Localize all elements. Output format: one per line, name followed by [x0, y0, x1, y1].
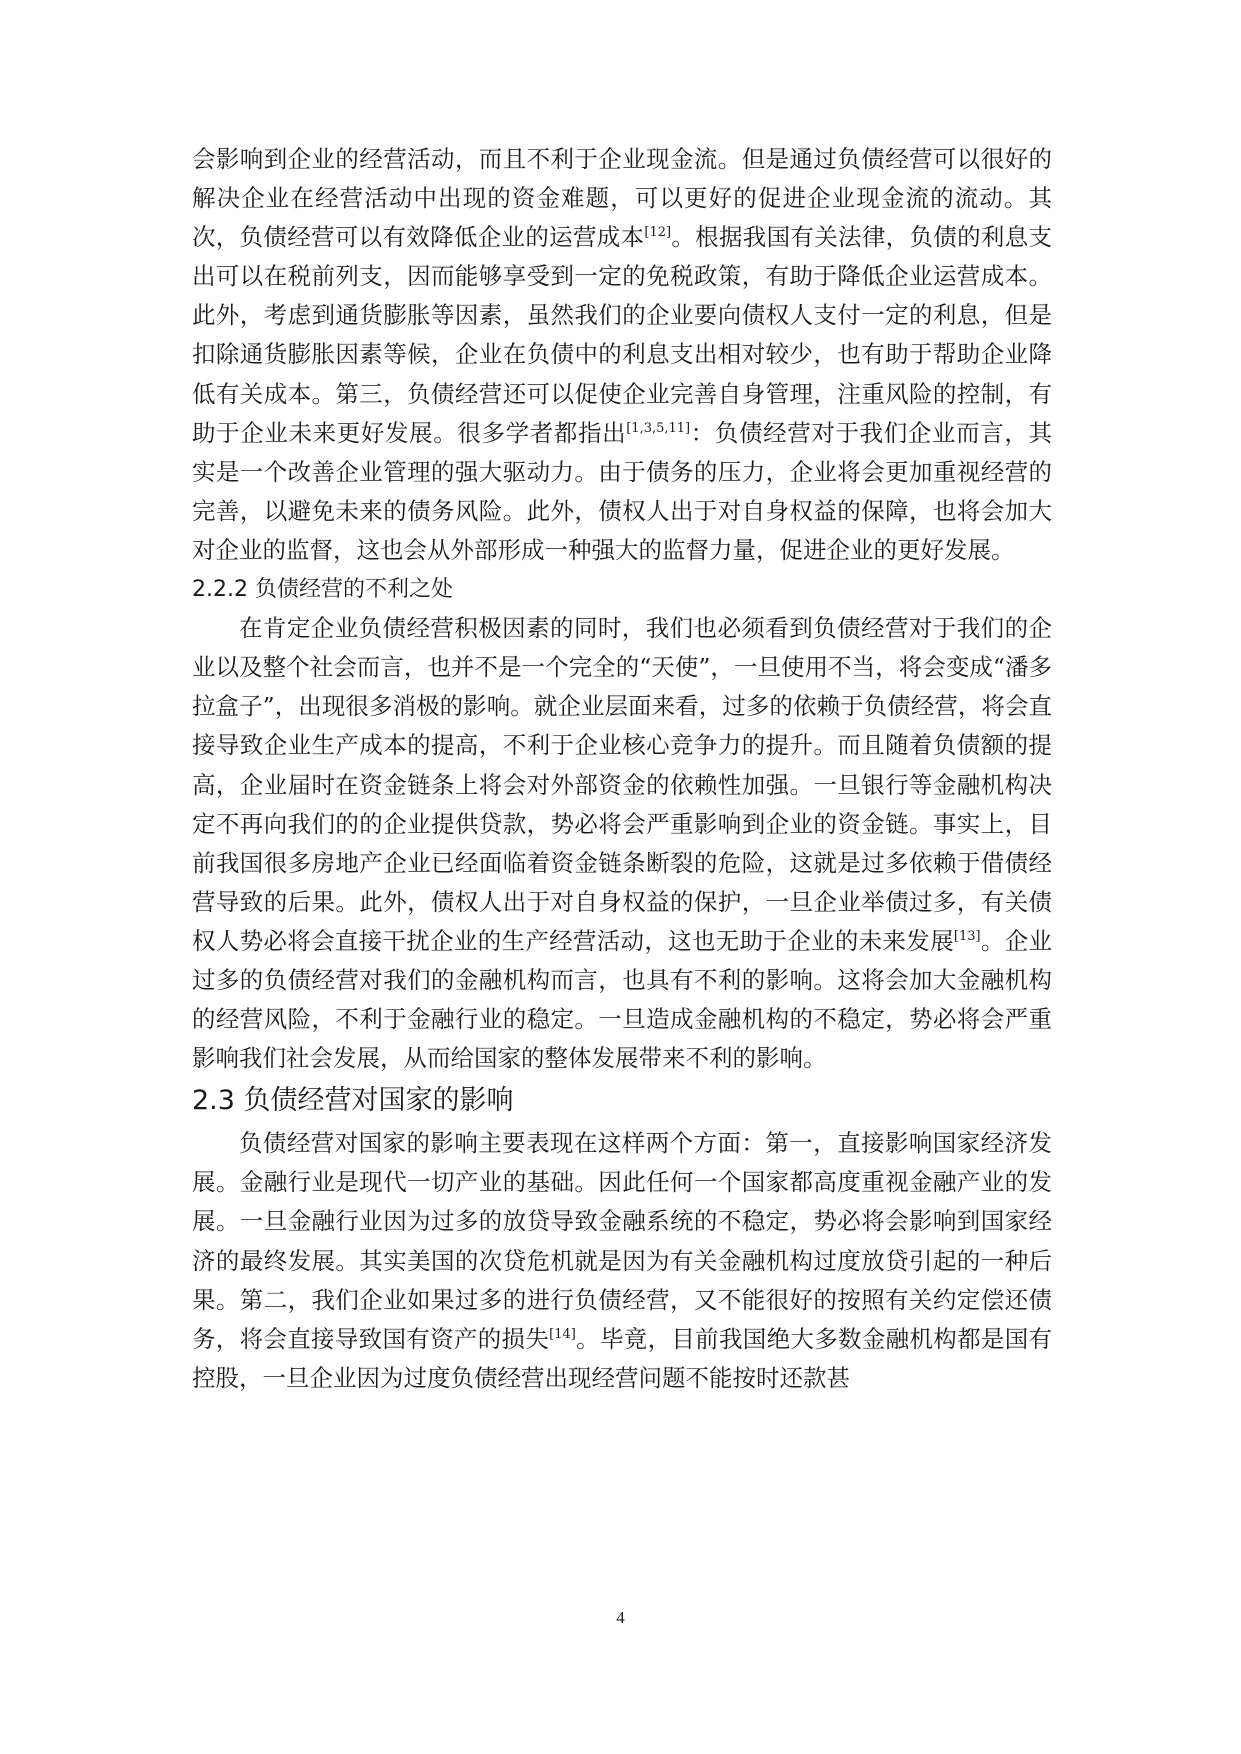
paragraph-national-impact	[192, 1124, 1052, 1398]
paragraph-text: 。企业过多的负债经营对我们的金融机构而言，也具有不利的影响。这将会加大金融机构的经营风险，不利于金融行业的稳定。一旦造成金融机构的不稳定，势必将会严重影响我们社会发展，从而给国家的整体发展带来不利的影响。	[192, 926, 1053, 1073]
citation: [14]	[549, 1326, 576, 1342]
paragraph-text: 。根据我国有关法律，负债的利息支出可以在税前列支，因而能够享受到一定的免税政策，有助于降低企业运营成本。此外，考虑到通货膨胀等因素，虽然我们的企业要向债权人支付一定的利息，但是扣除通货膨胀因素等候，企业在负债中的利息支出相对较少，也有助于帮助企业降低有关成本。第三，负债经营还可以促使企业完善自身管理，注重风险的控制，有助于企业未来更好发展。很多学者都指出	[192, 223, 1053, 447]
paragraph-text: 负债经营对国家的影响主要表现在这样两个方面：第一，直接影响国家经济发展。金融行业是现代一切产业的基础。因此任何一个国家都高度重视金融产业的发展。一旦金融行业因为过多的放贷导致金融系统的不稳定，势必将会影响到国家经济的最终发展。其实美国的次贷危机就是因为有关金融机构过度放贷引起的一种后果。第二，我们企业如果过多的进行负债经营，又不能很好的按照有关约定偿还债务，将会直接导致国有资产的损失	[192, 1129, 1052, 1353]
paragraph-disadvantages	[192, 609, 1052, 1078]
citation: [13]	[953, 929, 981, 945]
paragraph-advantages-continued	[192, 140, 1052, 570]
paragraph-text: 。毕竟，目前我国绝大多数金融机构都是国有控股，一旦企业因为过度负债经营出现经营问题不能按时还款甚	[192, 1324, 1053, 1392]
paragraph-text: 会影响到企业的经营活动，而且不利于企业现金流。但是通过负债经营可以很好的解决企业在经营活动中出现的资金难题，可以更好的促进企业现金流的流动。其次，负债经营可以有效降低企业的运营成本	[192, 145, 1052, 252]
page-number: 4	[616, 1608, 625, 1627]
paragraph-text: ：负债经营对于我们企业而言，其实是一个改善企业管理的强大驱动力。由于债务的压力，企业将会更加重视经营的完善，以避免未来的债务风险。此外，债权人出于对自身权益的保障，也将会加大对企业的监督，这也会从外部形成一种强大的监督力量，促进企业的更好发展。	[192, 418, 1053, 564]
citation: [12]	[644, 225, 672, 241]
citation: [1,3,5,11]	[626, 420, 691, 436]
section-heading-2-2-2: 2.2.2 负债经营的不利之处	[192, 577, 453, 603]
paragraph-text: 在肯定企业负债经营积极因素的同时，我们也必须看到负债经营对于我们的企业以及整个社会而言，也并不是一个完全的“天使”，一旦使用不当，将会变成“潘多拉盒子”，出现很多消极的影响。就企业层面来看，过多的依赖于负债经营，将会直接导致企业生产成本的提高，不利于企业核心竞争力的提升。而且随着负债额的提高，企业届时在资金链条上将会对外部资金的依赖性加强。一旦银行等金融机构决定不再向我们的的企业提供贷款，势必将会严重影响到企业的资金链。事实上，目前我国很多房地产企业已经面临着资金链条断裂的危险，这就是过多依赖于借债经营导致的后果。此外，债权人出于对自身权益的保护，一旦企业举债过多，有关债权人势必将会直接干扰企业的生产经营活动，这也无助于企业的未来发展	[192, 614, 1052, 955]
section-heading-2-3: 2.3 负债经营对国家的影响	[192, 1085, 514, 1117]
document-page	[192, 140, 1052, 1398]
